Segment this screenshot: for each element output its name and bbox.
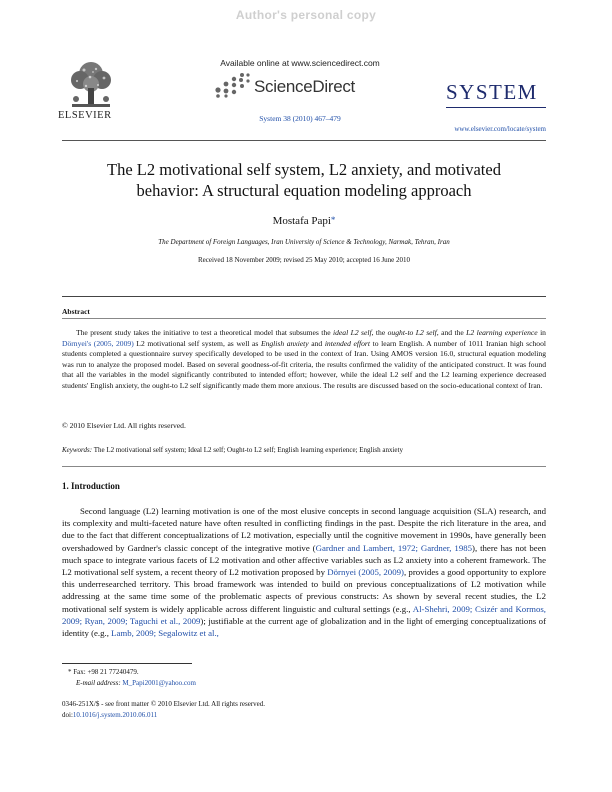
- abstract-term: English anxiety: [260, 338, 309, 348]
- abstract-term: intended effort: [324, 338, 371, 348]
- corresponding-author-mark[interactable]: *: [330, 215, 336, 225]
- abstract-copyright: © 2010 Elsevier Ltd. All rights reserved.: [62, 421, 186, 430]
- body-text: Second language (L2) learning motivation is one of the most elusive concepts in second language acquisition (SLA) research, and its complexity and multi-faceted nature have often resulted in conflicting findings in the past. Despite the rich literature in the area, and due to the fact that different conceptualizations of L2 motivation, especially until the cognitive movement in 1990s, have generally been overshadowed by Gardner's classic concept of the integrative motive (: [62, 506, 546, 553]
- reference-link[interactable]: Gardner and Lambert, 1972; Gardner, 1985: [315, 542, 473, 553]
- header-divider: [62, 140, 546, 141]
- abstract-text: to learn English. A number of 1011 Iranian high school students completed a questionnaire survey specifically developed to be used in the context of Iran. Using AMOS version 16.0, structural equation modeling was run to analyze the proposed model. Based on several goodness-of-fit criteria, the results confirmed the validity of the anticipated construct. It was found that all the variables in the model significantly contributed to intended effort; however, while the ideal L2 self and the L2 learning experience decreased students' English anxiety, the ought-to L2 self significantly made them more anxious. The results are discussed based on the socio-educational context of Iran.: [62, 338, 546, 390]
- issn-line: 0346-251X/$ - see front matter © 2010 Elsevier Ltd. All rights reserved.: [62, 700, 266, 708]
- abstract-top-rule: [62, 296, 546, 297]
- sciencedirect-wordmark: ScienceDirect: [254, 77, 355, 96]
- abstract-body: [62, 328, 546, 392]
- title-line-2: behavior: A structural equation modeling approach: [136, 181, 472, 200]
- abstract-term: L2 learning experience: [466, 328, 538, 337]
- body-text: ); justifiable at the current age of globalization and in the light of emerging conceptualizations of identity (e.g.,: [62, 615, 546, 639]
- reference-link[interactable]: Lamb, 2009; Segalowitz et al.,: [111, 628, 219, 639]
- introduction-body: [62, 505, 546, 639]
- abstract-text: in: [537, 328, 546, 337]
- doi-line: [62, 711, 157, 719]
- email-label: E-mail address:: [76, 679, 121, 687]
- sciencedirect-dots-icon: [212, 71, 252, 99]
- journal-logo: SYSTEM: [446, 80, 538, 104]
- keywords: [62, 446, 546, 454]
- abstract-text: , the: [371, 328, 388, 337]
- doi-link[interactable]: 10.1016/j.system.2010.06.011: [72, 711, 158, 719]
- title-line-1: The L2 motivational self system, L2 anxiety, and motivated: [107, 160, 501, 179]
- abstract-text: and: [308, 338, 325, 348]
- watermark: Author's personal copy: [235, 8, 377, 22]
- keywords-list: The L2 motivational self system; Ideal L2 self; Ought-to L2 self; English learning experience; English anxiety: [92, 446, 403, 454]
- section-heading-introduction: 1. Introduction: [62, 481, 120, 491]
- body-text: ), there has not been much space to integrate various facets of L2 motivation and other affective variables such as L2 anxiety into a coherent framework. The L2 motivational self system, a recent theory of L2 motivation proposed by: [62, 542, 547, 578]
- keywords-rule: [62, 466, 546, 467]
- reference-link[interactable]: Dörnyei's (2005, 2009): [62, 338, 134, 348]
- footnote-email: [76, 679, 196, 687]
- abstract-text: The present study takes the initiative to test a theoretical model that subsumes the: [76, 328, 333, 337]
- doi-label: doi:: [62, 711, 73, 719]
- footnote-rule: [62, 663, 192, 664]
- keywords-label: Keywords:: [62, 446, 93, 454]
- elsevier-tree-logo-icon: [62, 60, 120, 110]
- footnote-fax: * Fax: +98 21 77240479.: [68, 668, 139, 676]
- abstract-heading: Abstract: [62, 307, 90, 316]
- body-text: , provides a good opportunity to explore this underresearched territory. This broad framework was intended to build on previous conceptualizations of L2 motivation while addressing at the same time some of the problematic aspects of previous constructs: As shown by several recent studies, the L2 motivational self system is widely applicable across different linguistic and cultural settings (e.g.,: [62, 567, 546, 614]
- author-name: Mostafa Papi: [272, 215, 331, 227]
- article-title: [62, 159, 546, 201]
- available-online-line: Available online at www.sciencedirect.com: [220, 58, 380, 68]
- journal-citation[interactable]: System 38 (2010) 467–479: [259, 114, 341, 123]
- reference-link[interactable]: Dörnyei (2005, 2009): [327, 567, 404, 578]
- journal-logo-rule: [446, 107, 546, 108]
- journal-url-link[interactable]: www.elsevier.com/locate/system: [454, 125, 546, 133]
- abstract-term: ideal L2 self: [333, 328, 372, 337]
- reference-link[interactable]: Al-Shehri, 2009; Csizér and Kormos, 2009; Ryan, 2009; Taguchi et al., 2009: [62, 603, 546, 626]
- author-line: [62, 215, 546, 227]
- abstract-text: L2 motivational self system, as well as: [133, 338, 261, 348]
- abstract-term: ought-to L2 self: [387, 328, 437, 337]
- abstract-text: , and the: [436, 328, 467, 337]
- abstract-heading-rule: [62, 318, 546, 319]
- email-link[interactable]: M_Papi2001@yahoo.com: [120, 679, 196, 687]
- publisher-name: ELSEVIER: [58, 110, 112, 121]
- affiliation: The Department of Foreign Languages, Iran University of Science & Technology, Narmak, Tehran, Iran: [158, 238, 450, 246]
- received-dates: Received 18 November 2009; revised 25 May 2010; accepted 16 June 2010: [197, 256, 411, 264]
